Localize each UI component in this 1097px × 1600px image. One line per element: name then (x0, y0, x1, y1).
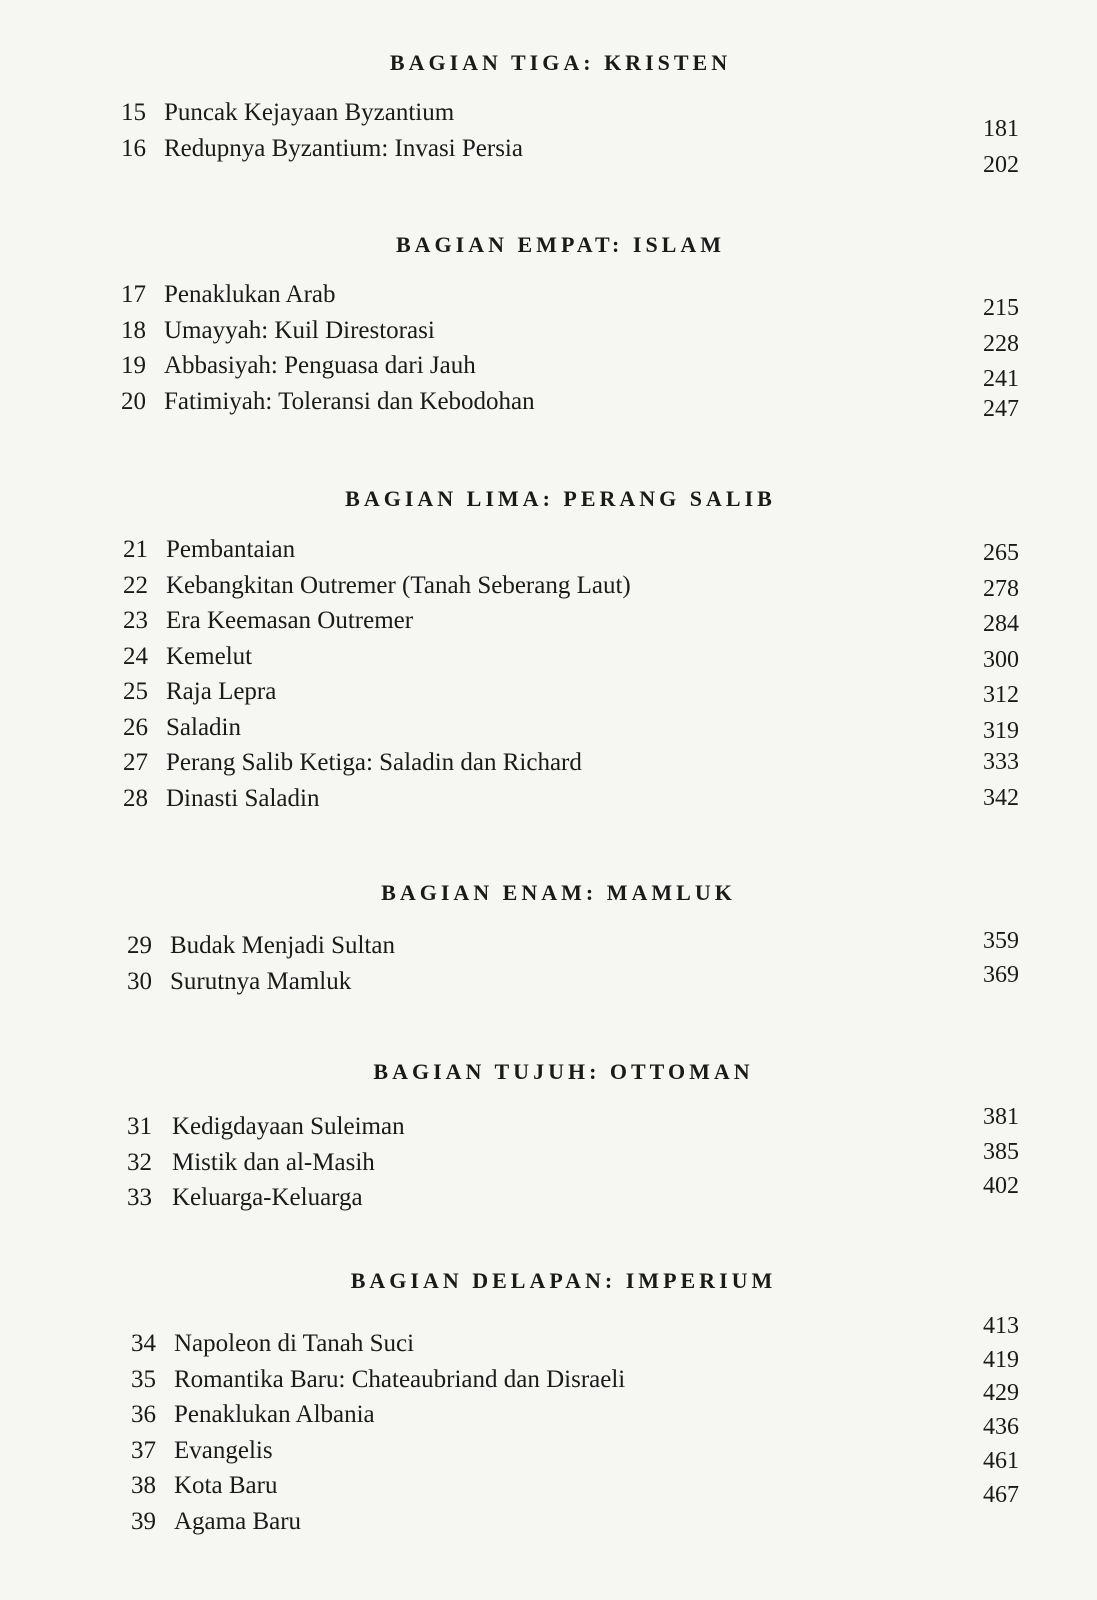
page-number: 265 (983, 540, 1019, 566)
section-perang-salib (0, 484, 1097, 816)
chapter-number: 23 (123, 607, 148, 634)
toc-entry[interactable] (0, 1380, 1097, 1433)
chapter-title: Kebangkitan Outremer (Tanah Seberang Laut) (166, 571, 631, 599)
section-heading: BAGIAN TUJUH: OTTOMAN (373, 1059, 754, 1084)
chapter-title: Kemelut (166, 642, 253, 670)
chapter-number: 36 (131, 1401, 156, 1428)
chapter-number: 31 (127, 1113, 152, 1140)
toc-entry[interactable] (0, 745, 1097, 781)
chapter-number: 29 (127, 932, 152, 959)
section-kristen (0, 48, 1097, 178)
chapter-title: Napoleon di Tanah Suci (174, 1330, 415, 1357)
section-mamluk (0, 878, 1097, 999)
toc-entry[interactable] (0, 277, 1097, 321)
chapter-title: Raja Lepra (166, 678, 277, 705)
toc-entry[interactable] (0, 95, 1097, 142)
page-number: 228 (983, 330, 1019, 357)
chapter-number: 39 (131, 1507, 156, 1535)
toc-entry[interactable] (0, 781, 1097, 817)
chapter-number: 30 (127, 967, 152, 995)
chapter-title: Redupnya Byzantium: Invasi Persia (164, 134, 523, 162)
toc-entry[interactable] (0, 384, 1097, 420)
chapter-title: Era Keemasan Outremer (166, 607, 414, 634)
chapter-title: Puncak Kejayaan Byzantium (164, 99, 455, 126)
chapter-number: 22 (123, 571, 148, 599)
page-number: 402 (983, 1173, 1019, 1199)
chapter-number: 20 (121, 387, 146, 415)
chapter-title: Dinasti Saladin (166, 784, 320, 812)
chapter-number: 37 (131, 1436, 156, 1464)
chapter-number: 18 (121, 316, 146, 344)
toc-entry[interactable] (0, 1138, 1097, 1181)
chapter-title: Fatimiyah: Toleransi dan Kebodohan (164, 387, 535, 415)
toc-entry[interactable] (0, 1173, 1097, 1216)
page-number: 359 (983, 928, 1019, 954)
chapter-title: Penaklukan Albania (174, 1401, 375, 1428)
toc-entry[interactable] (0, 1313, 1097, 1362)
page-number: 429 (983, 1380, 1019, 1406)
page-number: 215 (983, 295, 1019, 321)
page-number: 181 (983, 116, 1019, 142)
page-number: 413 (983, 1313, 1019, 1339)
section-heading: BAGIAN LIMA: PERANG SALIB (345, 486, 776, 511)
toc-entry[interactable] (0, 1104, 1097, 1145)
chapter-number: 24 (123, 642, 148, 670)
page-number: 461 (983, 1448, 1019, 1474)
page-number: 300 (983, 646, 1019, 673)
chapter-number: 35 (131, 1365, 156, 1393)
page-number: 381 (983, 1104, 1019, 1130)
chapter-title: Perang Salib Ketiga: Saladin dan Richard (166, 749, 582, 776)
toc-entry[interactable] (0, 1346, 1097, 1398)
page-number: 467 (983, 1481, 1019, 1508)
chapter-number: 34 (131, 1330, 156, 1357)
chapter-number: 19 (121, 352, 146, 379)
page-number: 284 (983, 611, 1019, 637)
page-number: 247 (983, 395, 1019, 422)
chapter-number: 33 (127, 1184, 152, 1211)
chapter-title: Kota Baru (174, 1472, 278, 1499)
chapter-title: Mistik dan al-Masih (172, 1148, 375, 1176)
chapter-number: 28 (123, 784, 148, 812)
section-heading: BAGIAN ENAM: MAMLUK (381, 880, 736, 905)
toc-entry[interactable] (0, 568, 1097, 604)
toc-entry[interactable] (0, 639, 1097, 675)
page-number: 278 (983, 575, 1019, 602)
chapter-title: Romantika Baru: Chateaubriand dan Disraeli (174, 1365, 626, 1393)
toc-entry[interactable] (0, 131, 1097, 178)
chapter-number: 26 (123, 713, 148, 741)
page-number: 436 (983, 1413, 1019, 1440)
chapter-number: 25 (123, 678, 148, 705)
chapter-number: 32 (127, 1148, 152, 1176)
toc-entry[interactable] (0, 961, 1097, 1000)
page-number: 333 (983, 749, 1019, 775)
page-number: 241 (983, 366, 1019, 392)
page-number: 342 (983, 784, 1019, 811)
chapter-number: 17 (121, 281, 146, 308)
chapter-number: 38 (131, 1472, 156, 1499)
chapter-title: Surutnya Mamluk (170, 967, 352, 995)
chapter-title: Umayyah: Kuil Direstorasi (164, 316, 435, 344)
toc-entry[interactable] (0, 313, 1097, 357)
page-number: 419 (983, 1346, 1019, 1373)
chapter-title: Budak Menjadi Sultan (170, 932, 395, 959)
toc-entry[interactable] (0, 603, 1097, 639)
chapter-title: Kedigdayaan Suleiman (172, 1113, 405, 1140)
section-ottoman (0, 1057, 1097, 1216)
toc-entry[interactable] (0, 710, 1097, 746)
chapter-number: 16 (121, 134, 146, 162)
chapter-number: 27 (123, 749, 148, 776)
section-heading: BAGIAN TIGA: KRISTEN (389, 50, 732, 75)
chapter-number: 15 (121, 99, 146, 126)
toc-entry[interactable] (0, 674, 1097, 710)
chapter-title: Keluarga-Keluarga (172, 1184, 363, 1211)
page-number: 202 (983, 151, 1019, 178)
chapter-title: Saladin (166, 713, 241, 741)
page-number: 312 (983, 682, 1019, 708)
page-number: 385 (983, 1138, 1019, 1165)
section-imperium (0, 1266, 1097, 1539)
chapter-title: Penaklukan Arab (164, 281, 336, 308)
chapter-title: Evangelis (174, 1436, 273, 1464)
section-islam (0, 230, 1097, 422)
toc-entry[interactable] (0, 532, 1097, 568)
section-heading: BAGIAN EMPAT: ISLAM (396, 232, 725, 257)
section-heading: BAGIAN DELAPAN: IMPERIUM (350, 1268, 777, 1293)
chapter-number: 21 (123, 536, 148, 563)
toc-entry[interactable] (0, 348, 1097, 392)
toc-entry[interactable] (0, 928, 1097, 964)
chapter-title: Agama Baru (174, 1507, 302, 1535)
page-number: 319 (983, 717, 1019, 744)
page-number: 369 (983, 961, 1019, 988)
chapter-title: Abbasiyah: Penguasa dari Jauh (164, 352, 476, 379)
chapter-title: Pembantaian (166, 536, 296, 563)
